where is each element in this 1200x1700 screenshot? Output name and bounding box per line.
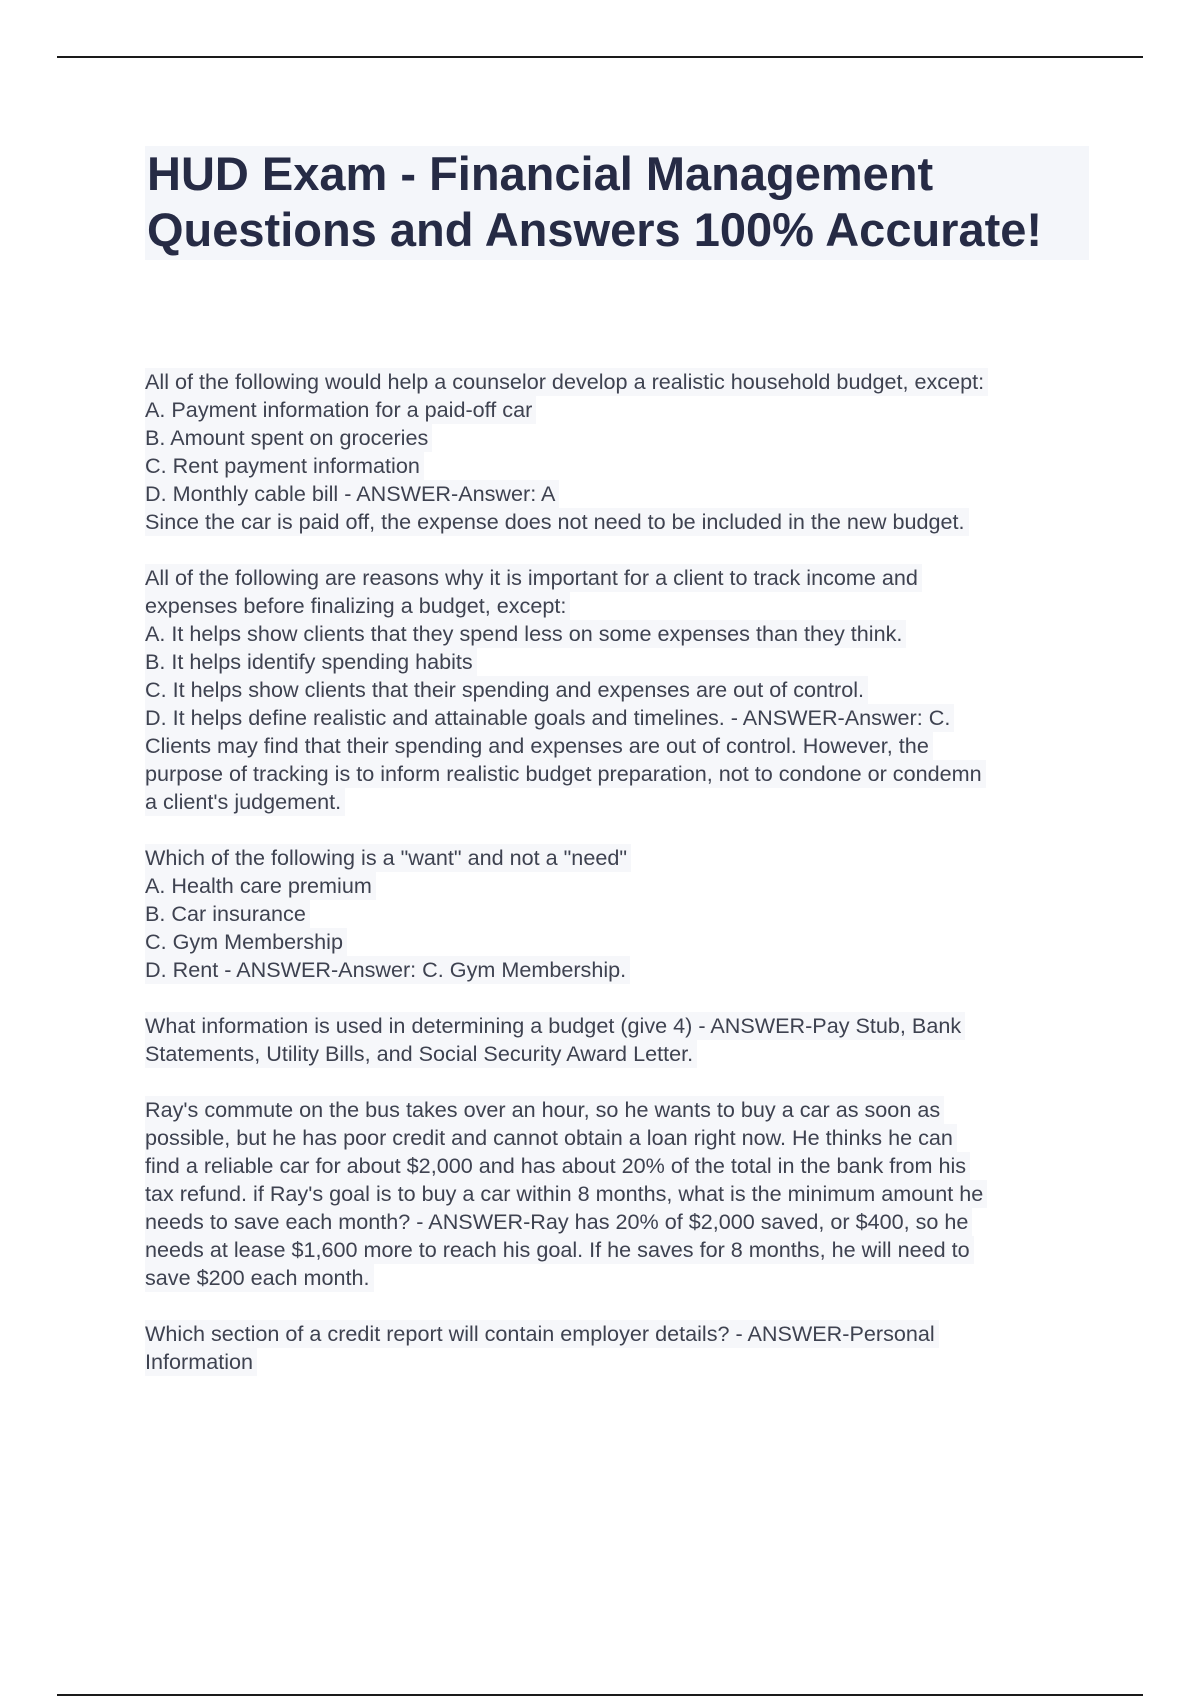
- qa-line: purpose of tracking is to inform realistic budget preparation, not to condone or condemn: [145, 760, 986, 788]
- qa-line: B. It helps identify spending habits: [145, 648, 477, 676]
- qa-item-4: [145, 1012, 1095, 1068]
- qa-line: A. Payment information for a paid-off car: [145, 396, 536, 424]
- qa-line: Ray's commute on the bus takes over an hour, so he wants to buy a car as soon as: [145, 1096, 944, 1124]
- bottom-rule: [57, 1694, 1143, 1696]
- qa-line: tax refund. if Ray's goal is to buy a car within 8 months, what is the minimum amount he: [145, 1180, 987, 1208]
- qa-line: expenses before finalizing a budget, except:: [145, 592, 570, 620]
- qa-line: D. Monthly cable bill - ANSWER-Answer: A: [145, 480, 559, 508]
- qa-line: Since the car is paid off, the expense does not need to be included in the new budget.: [145, 508, 969, 536]
- title-line-2: Questions and Answers 100% Accurate!: [147, 203, 1043, 256]
- qa-line: Which section of a credit report will contain employer details? - ANSWER-Personal: [145, 1320, 939, 1348]
- qa-line: A. Health care premium: [145, 872, 376, 900]
- qa-line: B. Car insurance: [145, 900, 310, 928]
- qa-line: a client's judgement.: [145, 788, 345, 816]
- qa-line: Which of the following is a "want" and not a "need": [145, 844, 631, 872]
- qa-line: C. Gym Membership: [145, 928, 347, 956]
- qa-line: All of the following are reasons why it is important for a client to track income and: [145, 564, 922, 592]
- qa-content: [145, 368, 1095, 1404]
- qa-line: C. Rent payment information: [145, 452, 424, 480]
- qa-line: Clients may find that their spending and expenses are out of control. However, the: [145, 732, 933, 760]
- qa-line: C. It helps show clients that their spending and expenses are out of control.: [145, 676, 868, 704]
- qa-line: find a reliable car for about $2,000 and has about 20% of the total in the bank from his: [145, 1152, 970, 1180]
- qa-line: D. It helps define realistic and attainable goals and timelines. - ANSWER-Answer: C.: [145, 704, 954, 732]
- qa-line: needs to save each month? - ANSWER-Ray has 20% of $2,000 saved, or $400, so he: [145, 1208, 972, 1236]
- qa-line: D. Rent - ANSWER-Answer: C. Gym Membership.: [145, 956, 630, 984]
- qa-item-6: [145, 1320, 1095, 1376]
- qa-line: All of the following would help a counselor develop a realistic household budget, except:: [145, 368, 988, 396]
- qa-item-1: [145, 368, 1095, 536]
- qa-line: What information is used in determining a budget (give 4) - ANSWER-Pay Stub, Bank: [145, 1012, 965, 1040]
- qa-line: B. Amount spent on groceries: [145, 424, 432, 452]
- qa-item-2: [145, 564, 1095, 816]
- title-line-1: HUD Exam - Financial Management: [147, 147, 934, 200]
- qa-item-5: [145, 1096, 1095, 1292]
- document-title: [145, 146, 1089, 260]
- qa-line: Information: [145, 1348, 257, 1376]
- top-rule: [57, 56, 1143, 58]
- qa-line: needs at lease $1,600 more to reach his goal. If he saves for 8 months, he will need to: [145, 1236, 974, 1264]
- qa-line: A. It helps show clients that they spend less on some expenses than they think.: [145, 620, 906, 648]
- qa-item-3: [145, 844, 1095, 984]
- qa-line: possible, but he has poor credit and cannot obtain a loan right now. He thinks he can: [145, 1124, 957, 1152]
- qa-line: save $200 each month.: [145, 1264, 374, 1292]
- qa-line: Statements, Utility Bills, and Social Security Award Letter.: [145, 1040, 697, 1068]
